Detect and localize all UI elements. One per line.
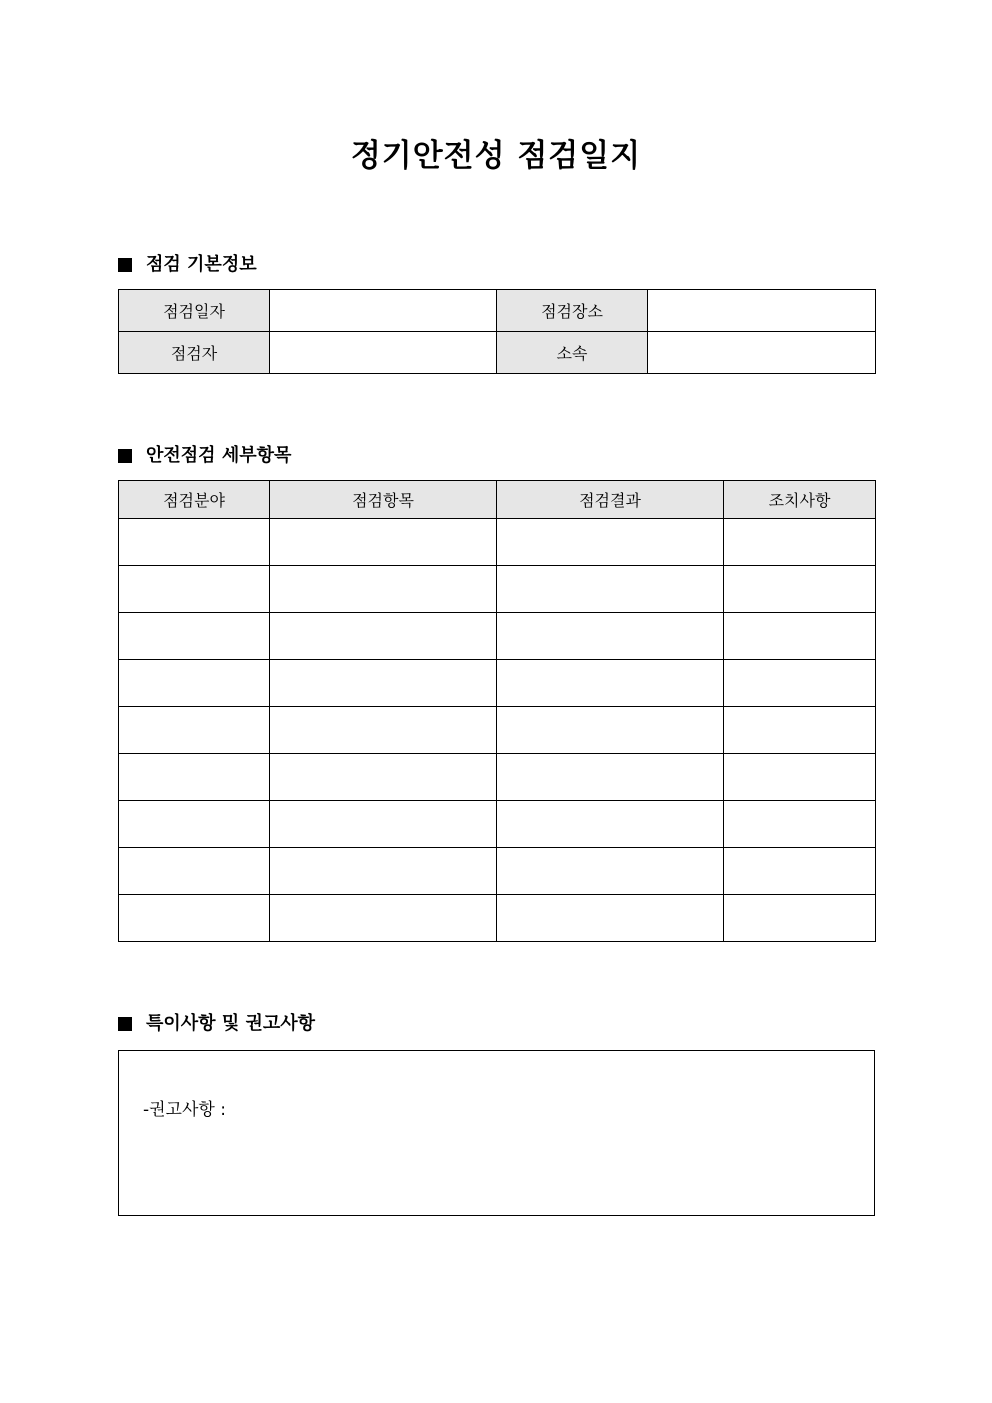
category-cell[interactable] (119, 707, 270, 754)
recommendation-label: -권고사항 : (143, 1100, 226, 1120)
notes-box[interactable] (118, 1050, 875, 1216)
notes-heading (118, 1011, 315, 1037)
detail-items-heading (118, 443, 291, 469)
result-cell[interactable] (497, 660, 724, 707)
category-cell[interactable] (119, 801, 270, 848)
detail-items-table (118, 480, 876, 942)
inspection-date-field[interactable] (270, 290, 497, 332)
item-cell[interactable] (270, 754, 497, 801)
item-cell[interactable] (270, 660, 497, 707)
column-header-item: 점검항목 (270, 481, 497, 519)
table-row (119, 660, 876, 707)
inspection-date-label: 점검일자 (119, 290, 270, 332)
action-cell[interactable] (724, 519, 876, 566)
result-cell[interactable] (497, 754, 724, 801)
table-row (119, 707, 876, 754)
result-cell[interactable] (497, 613, 724, 660)
basic-info-heading-text: 점검 기본정보 (146, 254, 257, 275)
result-cell[interactable] (497, 848, 724, 895)
action-cell[interactable] (724, 566, 876, 613)
table-row (119, 895, 876, 942)
result-cell[interactable] (497, 566, 724, 613)
basic-info-table (118, 289, 876, 374)
table-row (119, 801, 876, 848)
item-cell[interactable] (270, 707, 497, 754)
item-cell[interactable] (270, 519, 497, 566)
detail-table-body (119, 519, 876, 942)
notes-heading-text: 특이사항 및 권고사항 (146, 1013, 316, 1034)
info-row-inspector (119, 332, 876, 374)
item-cell[interactable] (270, 613, 497, 660)
basic-info-heading (118, 252, 257, 278)
inspector-field[interactable] (270, 332, 497, 374)
category-cell[interactable] (119, 754, 270, 801)
column-header-result: 점검결과 (497, 481, 724, 519)
result-cell[interactable] (497, 895, 724, 942)
column-header-category: 점검분야 (119, 481, 270, 519)
table-row (119, 566, 876, 613)
item-cell[interactable] (270, 848, 497, 895)
table-row (119, 848, 876, 895)
category-cell[interactable] (119, 660, 270, 707)
inspection-place-label: 점검장소 (497, 290, 648, 332)
action-cell[interactable] (724, 754, 876, 801)
item-cell[interactable] (270, 566, 497, 613)
detail-header-row (119, 481, 876, 519)
square-bullet-icon (118, 258, 132, 272)
item-cell[interactable] (270, 801, 497, 848)
result-cell[interactable] (497, 519, 724, 566)
action-cell[interactable] (724, 660, 876, 707)
category-cell[interactable] (119, 848, 270, 895)
column-header-action: 조치사항 (724, 481, 876, 519)
category-cell[interactable] (119, 519, 270, 566)
square-bullet-icon (118, 449, 132, 463)
inspection-place-field[interactable] (648, 290, 876, 332)
document-title: 정기안전성 점검일지 (350, 138, 642, 174)
action-cell[interactable] (724, 707, 876, 754)
action-cell[interactable] (724, 848, 876, 895)
table-row (119, 613, 876, 660)
square-bullet-icon (118, 1017, 132, 1031)
inspector-label: 점검자 (119, 332, 270, 374)
affiliation-field[interactable] (648, 332, 876, 374)
action-cell[interactable] (724, 613, 876, 660)
action-cell[interactable] (724, 895, 876, 942)
category-cell[interactable] (119, 613, 270, 660)
item-cell[interactable] (270, 895, 497, 942)
action-cell[interactable] (724, 801, 876, 848)
category-cell[interactable] (119, 895, 270, 942)
result-cell[interactable] (497, 707, 724, 754)
category-cell[interactable] (119, 566, 270, 613)
table-row (119, 519, 876, 566)
affiliation-label: 소속 (497, 332, 648, 374)
table-row (119, 754, 876, 801)
detail-items-heading-text: 안전점검 세부항목 (146, 445, 292, 466)
result-cell[interactable] (497, 801, 724, 848)
info-row-date (119, 290, 876, 332)
